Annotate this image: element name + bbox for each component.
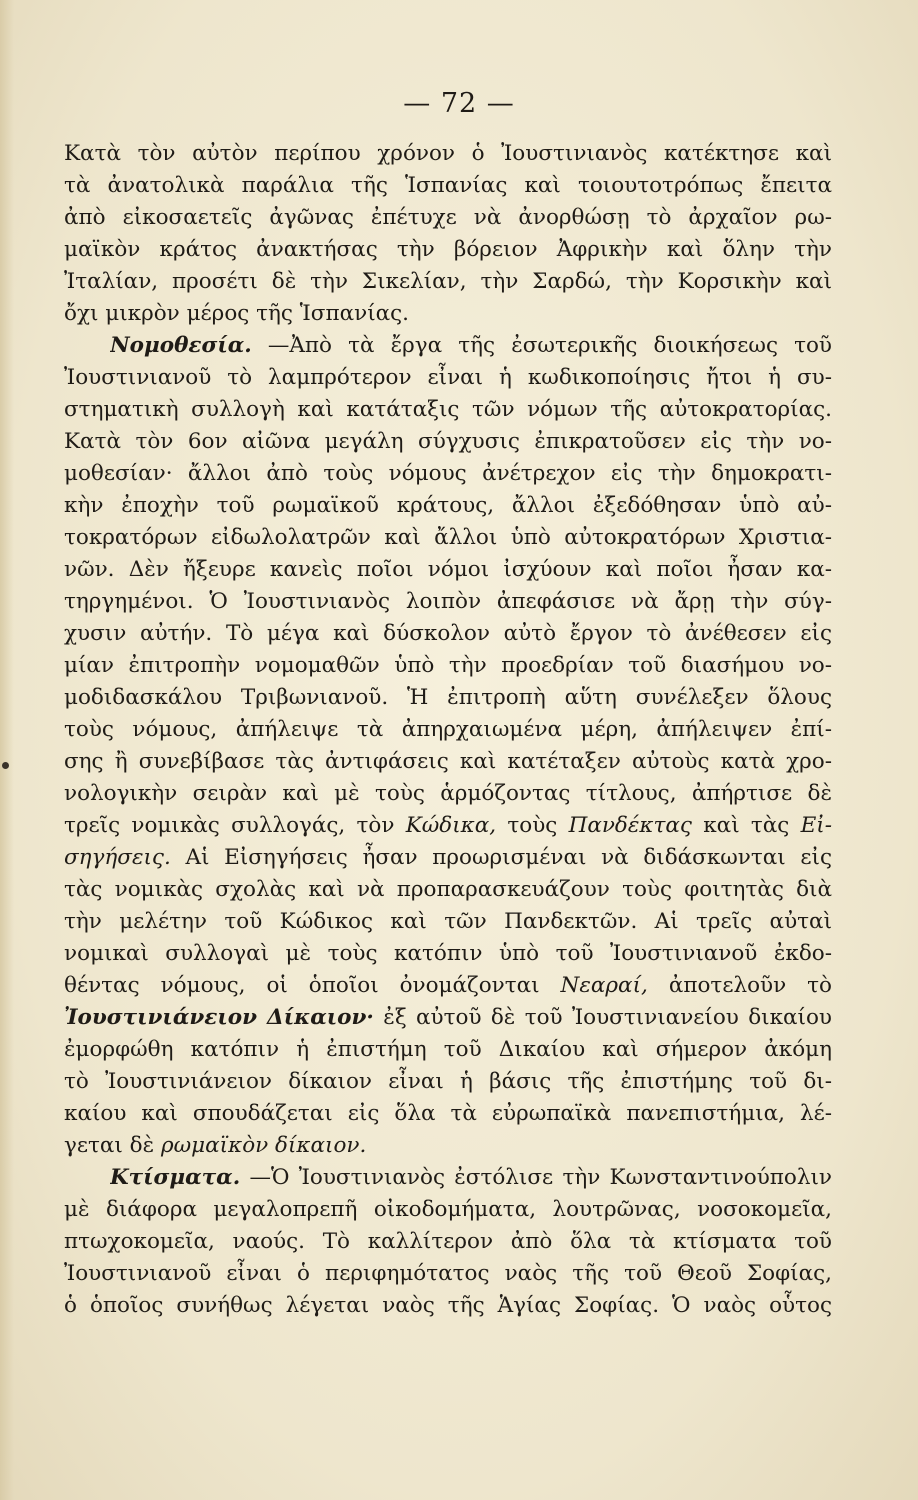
text-line (110, 1162, 832, 1194)
text-line: τηργημένοι. Ὁ Ἰουστινιανὸς λοιπὸν ἀπεφάσισε νὰ ἄρῃ τὴν σύγ- (64, 589, 832, 614)
text-line: Ἰουστινιανοῦ τὸ λαμπρότερον εἶναι ἡ κωδικοποίησις ἤτοι ἡ συ- (64, 365, 832, 390)
text-line: καίου καὶ σπουδάζεται εἰς ὅλα τὰ εὐρωπαϊκὰ πανεπιστήμια, λέ- (64, 1101, 832, 1126)
text-line (110, 330, 832, 362)
text-line (64, 842, 832, 874)
text-line: τὴν μελέτην τοῦ Κώδικος καὶ τῶν Πανδεκτῶν. Αἱ τρεῖς αὐταὶ (64, 909, 832, 934)
text-line: στηματικὴ συλλογὴ καὶ κατάταξις τῶν νόμων τῆς αὐτοκρατορίας. (64, 397, 832, 422)
term-romaikon-dikaion: ρωμαϊκὸν δίκαιον. (161, 1133, 367, 1158)
section-heading-ktismata: Κτίσματα. (110, 1165, 241, 1190)
text-line (64, 970, 832, 1002)
text-line: χυσιν αὐτήν. Τὸ μέγα καὶ δύσκολον αὐτὸ ἔργον τὸ ἀνέθεσεν εἰς (64, 621, 832, 646)
text-line: μαϊκὸν κράτος ἀνακτήσας τὴν βόρειον Ἀφρικὴν καὶ ὅλην τὴν (64, 237, 832, 262)
text-line (64, 810, 832, 842)
text-line (64, 1002, 832, 1034)
text-segment: ἐξ αὐτοῦ δὲ τοῦ Ἰουστινιανείου δικαίου (383, 1005, 832, 1030)
text-line: μοθεσίαν· ἄλλοι ἀπὸ τοὺς νόμους ἀνέτρεχον εἰς τὴν δημοκρατι- (64, 461, 832, 486)
term-pandektas: Πανδέκτας (568, 813, 692, 838)
margin-mark (2, 762, 9, 769)
text-line: μοδιδασκάλου Τριβωνιανοῦ. Ἡ ἐπιτροπὴ αὕτη συνέλεξεν ὅλους (64, 685, 832, 710)
text-segment: —Ἀπὸ τὰ ἔργα τῆς ἐσωτερικῆς διοικήσεως τοῦ (267, 333, 832, 358)
text-line: τοὺς νόμους, ἀπήλειψε τὰ ἀπηρχαιωμένα μέρη, ἀπήλειψεν ἐπί- (64, 717, 832, 742)
text-segment: θέντας νόμους, οἱ ὁποῖοι ὀνομάζονται (64, 973, 540, 998)
text-line: κὴν ἐποχὴν τοῦ ρωμαϊκοῦ κράτους, ἄλλοι ἐξεδόθησαν ὑπὸ αὐ- (64, 493, 832, 518)
text-line: ἀπὸ εἰκοσαετεῖς ἀγῶνας ἐπέτυχε νὰ ἀνορθώσῃ τὸ ἀρχαῖον ρω- (64, 205, 832, 230)
text-segment: γεται δὲ (64, 1133, 155, 1158)
text-line: Ἰουστινιανοῦ εἶναι ὁ περιφημότατος ναὸς τῆς τοῦ Θεοῦ Σοφίας, (64, 1261, 832, 1286)
text-line: Κατὰ τὸν αὐτὸν περίπου χρόνον ὁ Ἰουστινιανὸς κατέκτησε καὶ (64, 141, 832, 166)
term-eisegeseis-end: σηγήσεις. (64, 845, 171, 870)
text-line: τὰς νομικὰς σχολὰς καὶ νὰ προπαρασκευάζουν τοὺς φοιτητὰς διὰ (64, 877, 832, 902)
term-eisegeseis-start: Εἰ- (800, 813, 832, 838)
text-segment: τρεῖς νομικὰς συλλογάς, τὸν (64, 813, 395, 838)
text-line: μίαν ἐπιτροπὴν νομομαθῶν ὑπὸ τὴν προεδρίαν τοῦ διασήμου νο- (64, 653, 832, 678)
text-line: ὁ ὁποῖος συνήθως λέγεται ναὸς τῆς Ἁγίας Σοφίας. Ὁ ναὸς οὗτος (64, 1293, 832, 1318)
text-line: τὰ ἀνατολικὰ παράλια τῆς Ἱσπανίας καὶ τοιουτοτρόπως ἔπειτα (64, 173, 832, 198)
term-kodika: Κώδικα, (405, 813, 497, 838)
term-iustinianeion-dikaion: Ἰουστινιάνειον Δίκαιον· (64, 1005, 374, 1030)
text-line: νολογικὴν σειρὰν καὶ μὲ τοὺς ἁρμόζοντας τίτλους, ἀπήρτισε δὲ (64, 781, 832, 806)
text-line: τοκρατόρων εἰδωλολατρῶν καὶ ἄλλοι ὑπὸ αὐτοκρατόρων Χριστια- (64, 525, 832, 550)
text-segment: Αἱ Εἰσηγήσεις ἦσαν προωρισμέναι νὰ διδάσκωνται εἰς (185, 845, 832, 870)
text-line: ἐμορφώθη κατόπιν ἡ ἐπιστήμη τοῦ Δικαίου καὶ σήμερον ἀκόμη (64, 1037, 832, 1062)
term-nearai: Νεαραί, (560, 973, 648, 998)
text-segment: καὶ τὰς (703, 813, 790, 838)
text-line: σης ἢ συνεβίβασε τὰς ἀντιφάσεις καὶ κατέταξεν αὐτοὺς κατὰ χρο- (64, 749, 832, 774)
text-line: Ἰταλίαν, προσέτι δὲ τὴν Σικελίαν, τὴν Σαρδώ, τὴν Κορσικὴν καὶ (64, 269, 832, 294)
section-heading-nomothesia: Νομοθεσία. (110, 333, 252, 358)
text-line: μὲ διάφορα μεγαλοπρεπῆ οἰκοδομήματα, λουτρῶνας, νοσοκομεῖα, (64, 1197, 832, 1222)
text-line: νῶν. Δὲν ἤξευρε κανεὶς ποῖοι νόμοι ἰσχύουν καὶ ποῖοι ἦσαν κα- (64, 557, 832, 582)
text-line: νομικαὶ συλλογαὶ μὲ τοὺς κατόπιν ὑπὸ τοῦ Ἰουστινιανοῦ ἐκδο- (64, 941, 832, 966)
text-line: Κατὰ τὸν 6ον αἰῶνα μεγάλη σύγχυσις ἐπικρατοῦσεν εἰς τὴν νο- (64, 429, 832, 454)
text-line: πτωχοκομεῖα, ναούς. Τὸ καλλίτερον ἀπὸ ὅλα τὰ κτίσματα τοῦ (64, 1229, 832, 1254)
text-segment: τοὺς (507, 813, 558, 838)
text-segment: ἀποτελοῦν τὸ (668, 973, 832, 998)
text-line: ὄχι μικρὸν μέρος τῆς Ἱσπανίας. (64, 301, 410, 326)
text-line: τὸ Ἰουστινιάνειον δίκαιον εἶναι ἡ βάσις τῆς ἐπιστήμης τοῦ δι- (64, 1069, 832, 1094)
page-number: — 72 — (403, 88, 515, 119)
text-segment: —Ὁ Ἰουστινιανὸς ἐστόλισε τὴν Κωνσταντινούπολιν (249, 1165, 832, 1190)
text-line (64, 1130, 832, 1162)
